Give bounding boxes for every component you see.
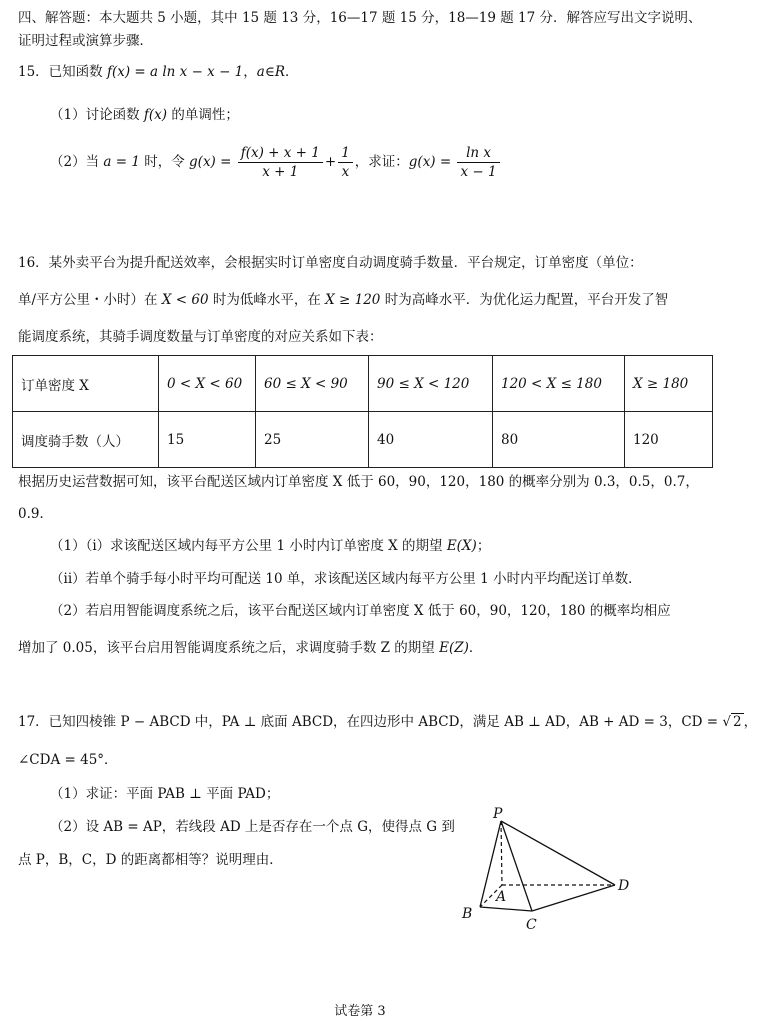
- edge-cd: [532, 885, 615, 911]
- q15-stem-text-b: ，: [243, 64, 257, 80]
- table-row: [13, 356, 713, 412]
- page-footer: 试卷第 3: [334, 1004, 386, 1019]
- q16-part2-line-2: [18, 638, 482, 658]
- q15-fraction-3-num: ln x: [457, 144, 499, 163]
- q16-part1-i-a: （1）（i）求该配送区域内每平方公里 1 小时内订单密度 X 的期望: [50, 538, 447, 554]
- label-c: C: [526, 917, 537, 933]
- q16-line-2: [18, 290, 668, 310]
- label-b: B: [462, 906, 473, 922]
- table-row-label: 调度骑手数（人）: [13, 412, 159, 468]
- q16-expectation-x: E(X): [446, 538, 477, 554]
- q15-fraction-1-den: x + 1: [262, 164, 299, 180]
- q15-function-expr: f(x) = a ln x − x − 1: [106, 64, 244, 80]
- q17-line-1-a: 17．已知四棱锥 P − ABCD 中，PA ⊥ 底面 ABCD，在四边形中 ABCD，满足 AB ⊥ AD，AB + AD = 3，CD =: [18, 714, 723, 730]
- q16-part1-i-b: ；: [476, 538, 491, 554]
- q15-plus: +: [324, 154, 337, 170]
- q15-part2-cond: a = 1: [103, 154, 140, 170]
- q15-part1: [50, 105, 239, 125]
- q17-line-2: ∠CDA = 45°．: [18, 752, 118, 768]
- q16-part1-i: [50, 536, 490, 556]
- table-rider-cell: 80: [493, 412, 625, 468]
- table-rider-cell: 15: [159, 412, 256, 468]
- q15-part2-g2: g(x) =: [408, 154, 452, 170]
- q15-stem: [18, 62, 299, 82]
- q15-stem-text-c: ．: [285, 64, 299, 80]
- q15-part2-text-a: （2）当: [50, 154, 104, 170]
- table-range-cell: 120 < X ≤ 180: [493, 356, 625, 412]
- q16-part2-line-2-b: ．: [468, 640, 483, 656]
- q15-fraction-1-num: f(x) + x + 1: [238, 144, 323, 163]
- q16-part2-line-2-a: 增加了 0.05，该平台启用智能调度系统之后，求调度骑手数 Z 的期望: [18, 640, 440, 656]
- q15-condition: a∈R: [256, 64, 285, 80]
- label-p: P: [493, 806, 503, 822]
- q15-stem-text-a: 15．已知函数: [18, 64, 107, 80]
- table-range-cell: X ≥ 180: [625, 356, 713, 412]
- table-rider-cell: 120: [625, 412, 713, 468]
- table-range-cell: 90 ≤ X < 120: [369, 356, 493, 412]
- q17-part2-line-1: （2）设 AB = AP，若线段 AD 上是否存在一个点 G，使得点 G 到: [50, 819, 455, 835]
- q17-part1: （1）求证：平面 PAB ⊥ 平面 PAD；: [50, 786, 280, 802]
- q16-line-2-a: 单/平方公里・小时）在: [18, 292, 162, 308]
- table-range-cell: 0 < X < 60: [159, 356, 256, 412]
- edge-pd: [501, 821, 615, 885]
- q16-part1-ii: （ii）若单个骑手每小时平均可配送 10 单，求该配送区域内每平方公里 1 小时内平均配送订单数．: [50, 571, 642, 587]
- q16-line-2-b: 时为低峰水平，在: [208, 292, 326, 308]
- q16-after-table-2: 0.9．: [18, 506, 53, 522]
- q16-after-table-1: 根据历史运营数据可知，该平台配送区域内订单密度 X 低于 60，90，120，180 的概率分别为 0.3，0.5，0.7，: [18, 474, 699, 490]
- q15-part2-text-b: 时，令: [139, 154, 190, 170]
- q17-sqrt-value: 2: [733, 714, 742, 730]
- q15-fraction-1: [238, 144, 323, 181]
- q15-fraction-3: [457, 144, 499, 181]
- edge-bc: [480, 907, 532, 911]
- q15-part2-text-c: ，求证：: [354, 154, 409, 170]
- q15-part2-g: g(x) =: [189, 154, 232, 170]
- pyramid-figure: [450, 805, 650, 940]
- section-header-line-1: 四、解答题：本大题共 5 小题，其中 15 题 13 分，16—17 题 15 分，18—19 题 17 分．解答应写出文字说明、: [18, 10, 702, 26]
- q15-fraction-2-num: 1: [338, 144, 353, 163]
- q15-fraction-3-den: x − 1: [460, 164, 497, 180]
- q15-part1-text-b: 的单调性；: [167, 107, 239, 123]
- q16-line-2-c: 时为高峰水平．为优化运力配置，平台开发了智: [380, 292, 669, 308]
- q16-part2-line-1: （2）若启用智能调度系统之后，该平台配送区域内订单密度 X 低于 60，90，120，180 的概率均相应: [50, 603, 671, 619]
- q15-part1-fx: f(x): [143, 107, 168, 123]
- table-header-label: 订单密度 X: [13, 356, 159, 412]
- q15-part1-text-a: （1）讨论函数: [50, 107, 144, 123]
- q17-part2-line-2: 点 P，B，C，D 的距离都相等？说明理由．: [18, 852, 283, 868]
- q15-part2: [50, 143, 502, 181]
- q16-density-table: [12, 355, 713, 468]
- q16-high-cond: X ≥ 120: [325, 292, 381, 308]
- table-rider-cell: 25: [256, 412, 369, 468]
- label-a: A: [496, 889, 507, 905]
- section-header-line-2: 证明过程或演算步骤．: [18, 33, 153, 49]
- edge-pa: [501, 821, 502, 885]
- q16-line-3: 能调度系统，其骑手调度数量与订单密度的对应关系如下表：: [18, 329, 383, 345]
- table-range-cell: 60 ≤ X < 90: [256, 356, 369, 412]
- q16-low-cond: X < 60: [161, 292, 209, 308]
- table-row: [13, 412, 713, 468]
- q17-line-1: 17．已知四棱锥 P − ABCD 中，PA ⊥ 底面 ABCD，在四边形中 ABCD，满足 AB ⊥ AD，AB + AD = 3，CD = √ 2 ，: [18, 714, 757, 730]
- q15-fraction-2: [338, 144, 353, 181]
- table-rider-cell: 40: [369, 412, 493, 468]
- label-d: D: [618, 878, 630, 894]
- q16-line-1: 16．某外卖平台为提升配送效率，会根据实时订单密度自动调度骑手数量．平台规定，订单密度（单位：: [18, 255, 643, 271]
- q16-expectation-z: E(Z): [439, 640, 469, 656]
- q17-line-1-b: ，: [743, 714, 757, 730]
- q15-fraction-2-den: x: [341, 164, 350, 180]
